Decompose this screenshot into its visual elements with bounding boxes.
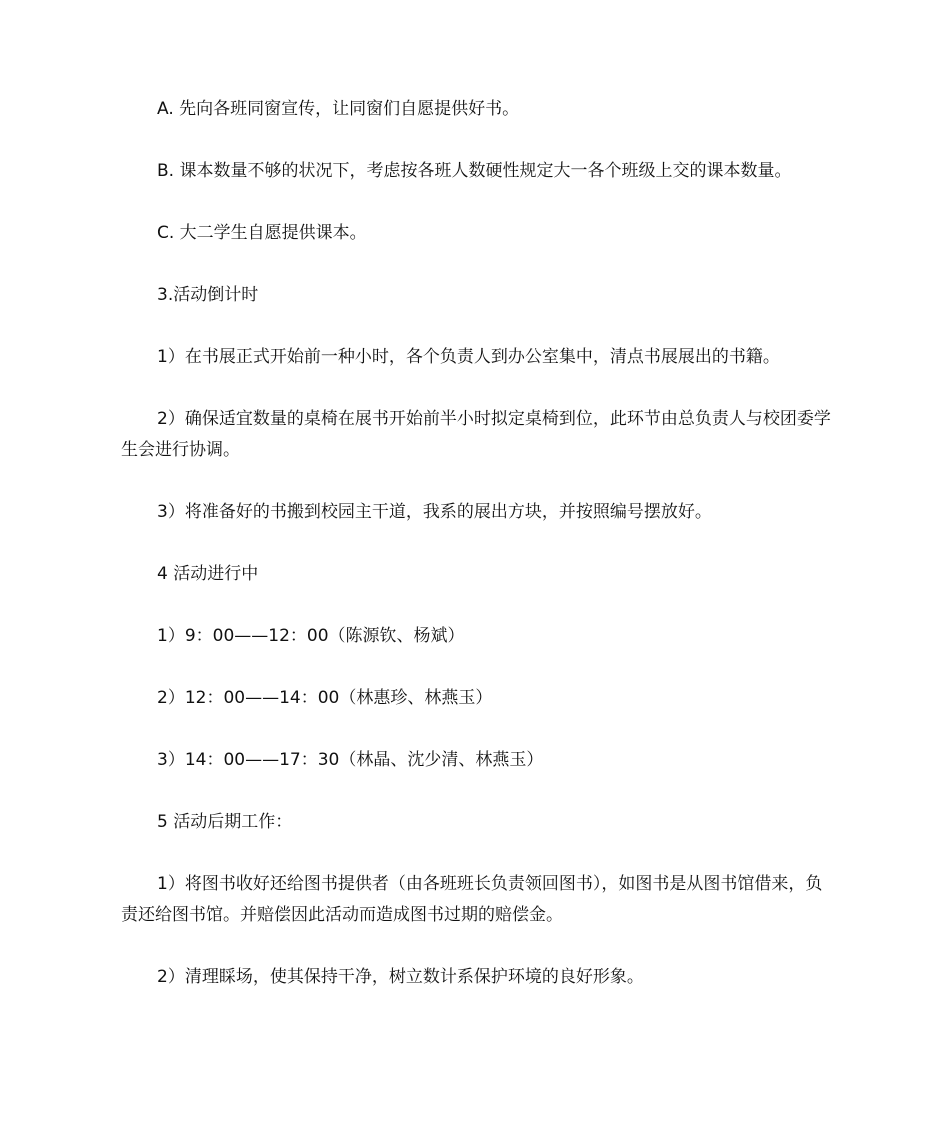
paragraph-post-work-1: 1）将图书收好还给图书提供者（由各班班长负责领回图书），如图书是从图书馆借来，负责还给图书馆。并赔偿因此活动而造成图书过期的赔偿金。 [121, 874, 823, 925]
paragraph-countdown-2: 2）确保适宜数量的桌椅在展书开始前半小时拟定桌椅到位，此环节由总负责人与校团委学生会进行协调。 [121, 409, 831, 460]
section-heading-post-work: 5 活动后期工作： [157, 812, 293, 832]
paragraph-countdown-1: 1）在书展正式开始前一种小时，各个负责人到办公室集中，清点书展展出的书籍。 [157, 347, 780, 367]
paragraph-option-b: B. 课本数量不够的状况下，考虑按各班人数硬性规定大一各个班级上交的课本数量。 [157, 161, 792, 181]
paragraph-schedule-1: 1）9：00——12：00（陈源钦、杨斌） [157, 626, 465, 646]
paragraph-schedule-2: 2）12：00——14：00（林惠珍、林燕玉） [157, 688, 493, 708]
paragraph-countdown-3: 3）将准备好的书搬到校园主干道，我系的展出方块，并按照编号摆放好。 [157, 502, 712, 522]
paragraph-post-work-2: 2）清理睬场，使其保持干净，树立数计系保护环境的良好形象。 [157, 967, 644, 987]
paragraph-schedule-3: 3）14：00——17：30（林晶、沈少清、林燕玉） [157, 750, 544, 770]
section-heading-countdown: 3.活动倒计时 [157, 285, 259, 305]
document-body [121, 94, 833, 1024]
paragraph-option-c: C. 大二学生自愿提供课本。 [157, 223, 367, 243]
paragraph-option-a: A. 先向各班同窗宣传，让同窗们自愿提供好书。 [157, 99, 520, 119]
section-heading-in-progress: 4 活动进行中 [157, 564, 259, 584]
